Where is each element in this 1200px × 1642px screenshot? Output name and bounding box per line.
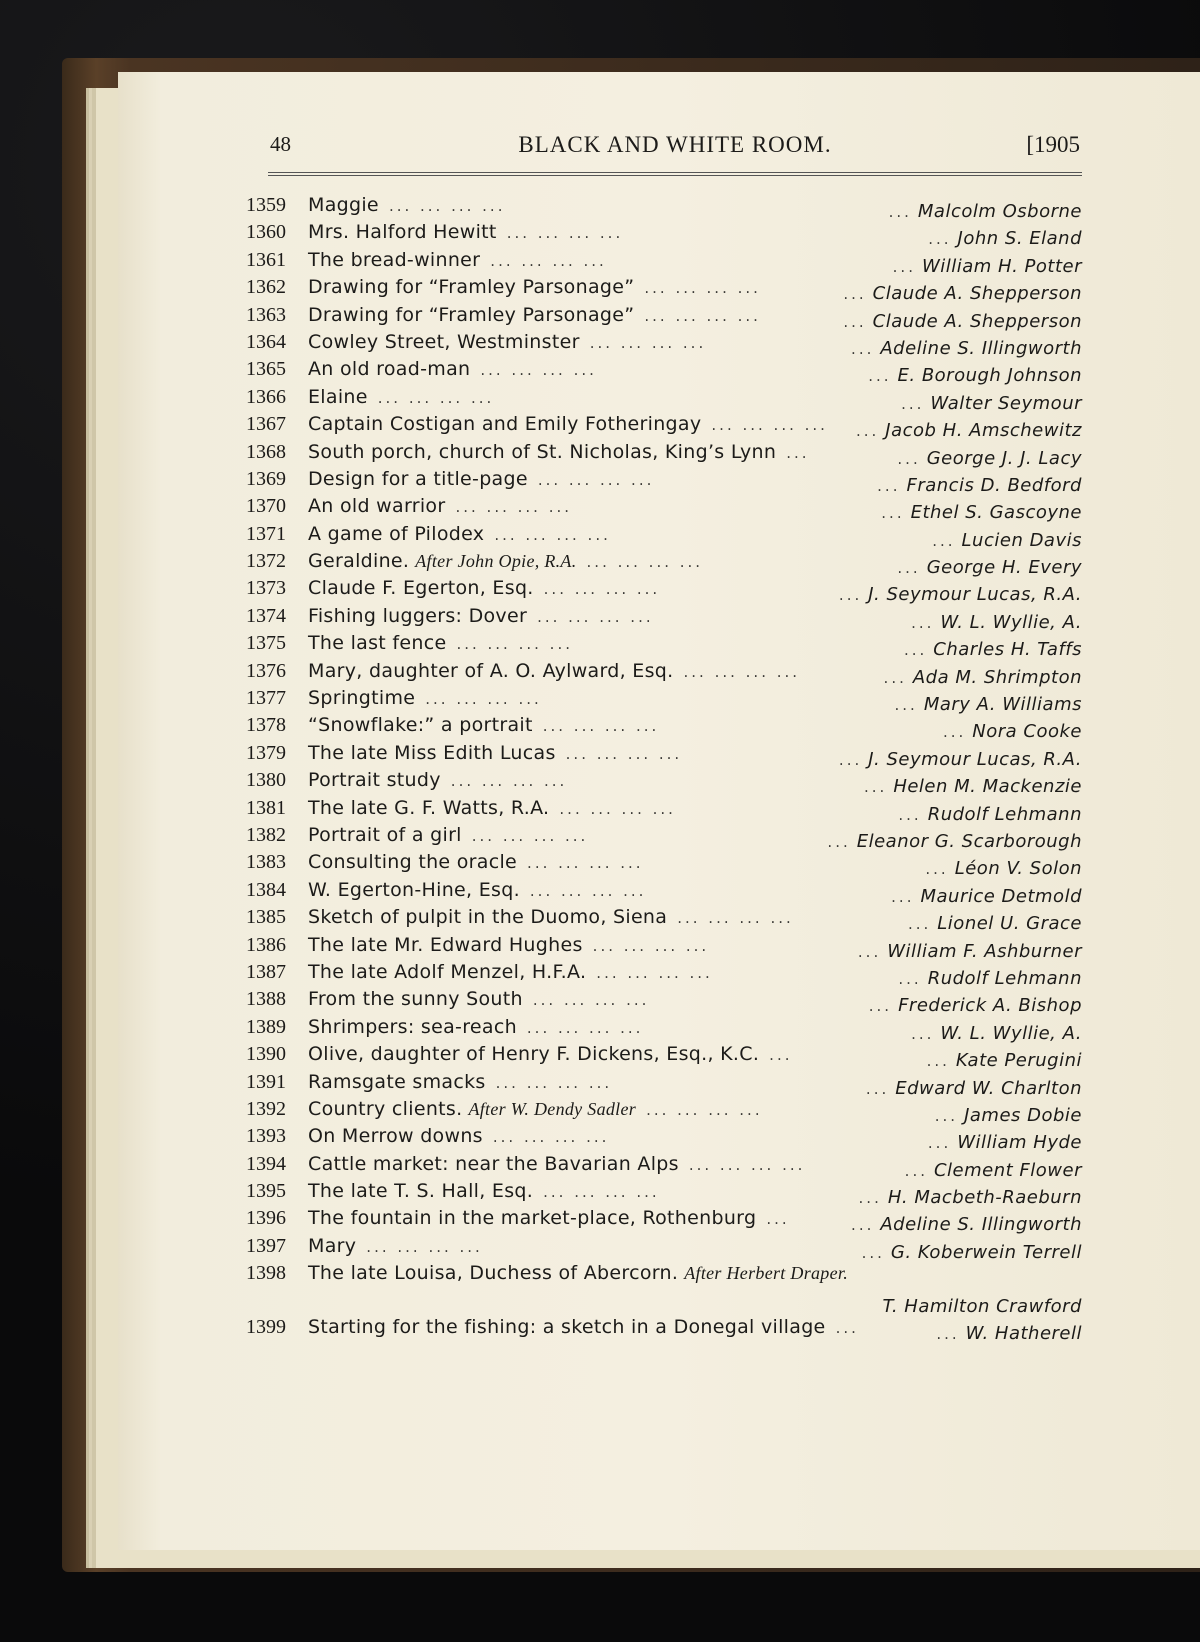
entry-number: 1378: [246, 714, 286, 737]
leader-dots: ... ... ... ...: [683, 662, 801, 681]
catalogue-entry: [246, 466, 1082, 496]
page-number: 48: [270, 132, 291, 156]
catalogue-entry: [246, 1178, 1082, 1209]
entry-title: [308, 904, 794, 932]
entry-artist-name: William F. Ashburner: [887, 940, 1082, 962]
entry-title: [308, 1314, 859, 1342]
entry-title-text: Mary, daughter of A. O. Aylward, Esq.: [308, 659, 674, 682]
entry-title: [308, 247, 607, 275]
leader-dots: ... ... ... ...: [537, 607, 654, 626]
catalogue-entry: [246, 493, 1082, 524]
catalogue-entry: [246, 1151, 1082, 1181]
entry-artist-name: John S. Eland: [957, 228, 1082, 250]
leader-dots: ...: [932, 531, 956, 550]
entry-title-text: Springtime: [308, 687, 416, 710]
entry-artist-name: Rudolf Lehmann: [927, 803, 1082, 825]
entry-title: [308, 685, 542, 713]
leader-dots: ...: [857, 942, 882, 961]
entry-number: 1384: [246, 878, 286, 901]
entry-title: [308, 1041, 792, 1069]
entry-title-text: Ramsgate smacks: [308, 1070, 486, 1093]
leader-dots: ...: [827, 832, 851, 851]
entry-title: [308, 1123, 609, 1151]
entry-title-text: South porch, church of St. Nicholas, King’s Lynn: [308, 440, 777, 463]
entry-title-text: Cattle market: near the Bavarian Alps: [308, 1152, 679, 1175]
leader-dots: ... ... ... ...: [592, 936, 710, 955]
leader-dots: ...: [861, 1243, 885, 1262]
entry-artist-name: George H. Every: [926, 557, 1082, 579]
leader-dots: ... ... ... ...: [529, 881, 647, 900]
leader-dots: ... ... ... ...: [542, 717, 660, 736]
entry-number: 1394: [246, 1152, 286, 1175]
entry-title-text: The fountain in the market-place, Rothenburg: [308, 1207, 757, 1230]
catalogue-entry: [246, 685, 1082, 716]
entry-title: [308, 1151, 805, 1179]
entry-title: [308, 986, 649, 1014]
entry-artist-name: George J. J. Lacy: [926, 447, 1082, 469]
catalogue-entry: [246, 302, 1082, 332]
leader-dots: ... ... ... ...: [425, 690, 542, 709]
entry-title-text: Country clients.: [308, 1097, 463, 1120]
entry-artist-name: Adeline S. Illingworth: [880, 1214, 1082, 1236]
leader-dots: ... ... ... ...: [506, 224, 624, 243]
leader-dots: ...: [925, 860, 949, 879]
leader-dots: ...: [892, 257, 916, 276]
entry-artist-name: Claude A. Shepperson: [872, 283, 1082, 305]
catalogue-entry: [246, 904, 1082, 935]
leader-dots: ... ... ... ...: [480, 361, 597, 380]
catalogue-entry: [246, 1314, 1082, 1345]
leader-dots: ... ... ... ...: [490, 251, 607, 270]
leader-dots: ... ... ... ...: [596, 963, 713, 982]
entry-number: 1391: [246, 1070, 286, 1093]
leader-dots: ...: [835, 1319, 859, 1338]
entry-number: 1372: [246, 550, 286, 573]
catalogue-entry: [246, 1260, 1082, 1318]
leader-dots: ...: [864, 778, 888, 797]
catalogue-entry: [246, 521, 1082, 551]
leader-dots: ...: [907, 915, 932, 934]
leader-dots: ...: [897, 559, 921, 578]
catalogue-entry: [246, 1123, 1082, 1154]
entry-title: [308, 1014, 643, 1042]
entry-number: 1359: [246, 194, 286, 216]
leader-dots: ...: [894, 696, 918, 715]
entry-title: [308, 493, 572, 521]
entry-title-text: The late Miss Edith Lucas: [308, 741, 556, 764]
catalogue-entry: [246, 329, 1082, 359]
catalogue-entry: [246, 1014, 1082, 1044]
catalogue-entry: [246, 575, 1082, 606]
entry-title: [308, 384, 494, 412]
leader-dots: ...: [928, 230, 952, 249]
entry-title: [308, 1233, 483, 1261]
leader-dots: ... ... ... ...: [526, 1018, 644, 1037]
leader-dots: ...: [786, 443, 810, 462]
entry-after-credit: After Herbert Draper.: [684, 1263, 849, 1284]
entry-number: 1392: [246, 1097, 286, 1120]
entry-title: [308, 329, 706, 357]
entry-title: [308, 740, 682, 768]
entry-title: [308, 575, 660, 603]
entry-artist-name: Clement Flower: [933, 1159, 1082, 1181]
entry-artist-name: James Dobie: [964, 1104, 1082, 1126]
book-page: [118, 72, 1200, 1550]
leader-dots: ...: [911, 613, 935, 632]
entry-number: 1395: [246, 1180, 286, 1203]
entry-title: [308, 712, 659, 740]
entry-artist-name: Eleanor G. Scarborough: [856, 830, 1082, 852]
entry-title-text: The late G. F. Watts, R.A.: [308, 796, 550, 819]
catalogue-entry: [246, 822, 1082, 852]
leader-dots: ...: [769, 1046, 793, 1065]
entry-artist-name: Kate Perugini: [955, 1050, 1082, 1072]
catalogue-entry: [246, 1041, 1082, 1072]
leader-dots: ...: [888, 203, 912, 221]
entry-title-text: Drawing for “Framley Parsonage”: [308, 276, 635, 299]
entry-title-text: On Merrow downs: [308, 1125, 483, 1148]
entry-number: 1390: [246, 1043, 286, 1066]
leader-dots: ...: [868, 367, 892, 386]
entry-number: 1387: [246, 960, 286, 983]
entry-title-text: W. Egerton-Hine, Esq.: [308, 878, 520, 901]
leader-dots: ... ... ... ...: [377, 388, 495, 407]
entry-number: 1380: [246, 769, 286, 792]
catalogue-entry: [246, 877, 1082, 907]
entry-number: 1367: [246, 413, 286, 436]
entry-artist: [936, 1320, 1082, 1348]
entry-artist-name: Rudolf Lehmann: [927, 967, 1082, 989]
entry-title: [308, 1205, 790, 1233]
entry-artist-name: Walter Seymour: [930, 392, 1082, 414]
leader-dots: ...: [865, 1079, 890, 1098]
leader-dots: ...: [891, 887, 915, 906]
entry-title-text: Shrimpers: sea-reach: [308, 1015, 517, 1038]
entry-number: 1375: [246, 632, 286, 655]
leader-dots: ... ... ... ...: [589, 333, 707, 352]
catalogue-entry: [246, 658, 1082, 688]
leader-dots: ... ... ... ...: [565, 744, 683, 763]
entry-number: 1364: [246, 330, 286, 353]
entry-artist-name: J. Seymour Lucas, R.A.: [868, 584, 1082, 606]
entry-number: 1366: [246, 385, 286, 408]
catalogue-entry: [246, 219, 1082, 250]
entry-title-text: Drawing for “Framley Parsonage”: [308, 303, 635, 326]
entry-title: [308, 1178, 660, 1206]
entry-number: 1368: [246, 440, 286, 463]
entry-title: [308, 932, 709, 960]
leader-dots: ... ... ... ...: [492, 1128, 610, 1147]
catalogue-entry: [246, 1096, 1082, 1126]
entry-artist-name: W. Hatherell: [965, 1323, 1082, 1345]
leader-dots: ...: [897, 449, 921, 468]
leader-dots: ... ... ... ...: [456, 635, 573, 654]
leader-dots: ...: [843, 312, 867, 331]
entry-title: [308, 603, 654, 631]
leader-dots: ... ... ... ...: [559, 799, 676, 818]
entry-number: 1376: [246, 659, 286, 682]
leader-dots: ...: [927, 1134, 952, 1153]
leader-dots: ... ... ... ...: [494, 525, 611, 544]
entry-number: 1396: [246, 1207, 286, 1230]
entry-number: 1369: [246, 467, 286, 490]
leader-dots: ... ... ... ...: [677, 909, 794, 928]
leader-dots: ... ... ... ...: [543, 580, 661, 599]
entry-artist-name: Adeline S. Illingworth: [880, 337, 1082, 359]
entry-after-credit: After W. Dendy Sadler: [468, 1098, 637, 1119]
leader-dots: ...: [855, 422, 880, 441]
entry-artist-name: W. L. Wyllie, A.: [940, 611, 1082, 633]
entry-artist-name: William Hyde: [957, 1132, 1082, 1154]
leader-dots: ...: [843, 285, 867, 304]
entry-artist-name: Jacob H. Amschewitz: [885, 420, 1082, 442]
entry-title-text: From the sunny South: [308, 988, 523, 1011]
entry-artist-name: Ethel S. Gascoyne: [910, 502, 1082, 524]
entry-artist-name: T. Hamilton Crawford: [882, 1296, 1082, 1318]
entry-artist-name: Helen M. Mackenzie: [893, 776, 1082, 798]
entry-title: [308, 274, 761, 302]
catalogue-entry: [246, 603, 1082, 633]
leader-dots: ...: [934, 1106, 959, 1125]
entry-title-text: Mary: [308, 1234, 357, 1257]
entry-title: [308, 219, 623, 247]
entry-artist-name: Mary A. Williams: [923, 694, 1082, 716]
entry-artist-name: Francis D. Bedford: [906, 474, 1082, 496]
entry-title: [308, 466, 654, 494]
entry-number: 1365: [246, 358, 286, 381]
catalogue-entry: [246, 712, 1082, 743]
entry-title-text: Maggie: [308, 194, 379, 216]
leader-dots: ... ... ... ...: [711, 416, 828, 435]
header-rule: [268, 172, 1082, 176]
leader-dots: ...: [838, 586, 863, 605]
leader-dots: ... ... ... ...: [644, 279, 761, 298]
leader-dots: ... ... ... ...: [646, 1100, 763, 1119]
entry-artist-name: Lucien Davis: [961, 529, 1082, 551]
entry-title-text: Portrait of a girl: [308, 823, 462, 846]
entry-title: [308, 849, 644, 877]
entry-after-credit: After John Opie, R.A.: [415, 551, 577, 572]
catalogue-entry: [246, 1069, 1082, 1099]
catalogue-entry: [246, 1205, 1082, 1236]
year-marker: [1905: [1026, 132, 1080, 157]
entry-title-text: An old warrior: [308, 495, 446, 518]
leader-dots: ... ... ... ...: [644, 306, 761, 325]
running-title: BLACK AND WHITE ROOM.: [518, 132, 832, 157]
entry-number: 1388: [246, 988, 286, 1011]
entry-title-text: Fishing luggers: Dover: [308, 604, 528, 627]
leader-dots: ...: [766, 1210, 790, 1229]
entry-artist-name: Edward W. Charlton: [895, 1077, 1082, 1099]
leader-dots: ... ... ... ...: [366, 1237, 483, 1256]
entry-artist-name: Léon V. Solon: [954, 858, 1082, 880]
entry-title-text: The late Louisa, Duchess of Abercorn.: [308, 1262, 679, 1285]
entry-artist-name: Maurice Detmold: [920, 885, 1082, 907]
leader-dots: ...: [851, 1216, 875, 1235]
entry-number: 1386: [246, 933, 286, 956]
entry-title-text: Olive, daughter of Henry F. Dickens, Esq., K.C.: [308, 1043, 760, 1066]
entry-title: [308, 356, 597, 384]
catalogue-entry: [246, 630, 1082, 661]
entry-title: [308, 521, 611, 549]
entry-title-text: Elaine: [308, 385, 368, 408]
leader-dots: ...: [911, 1024, 935, 1043]
entry-title-text: The late Adolf Menzel, H.F.A.: [308, 960, 587, 983]
leader-dots: ...: [877, 476, 901, 495]
entry-number: 1362: [246, 276, 286, 299]
leader-dots: ... ... ... ...: [532, 991, 650, 1010]
catalogue-entry: [246, 247, 1082, 277]
entry-number: 1374: [246, 604, 286, 627]
entry-title: [308, 411, 828, 439]
leader-dots: ... ... ... ...: [543, 1183, 660, 1202]
leader-dots: ...: [898, 805, 922, 824]
catalogue-entry: [246, 192, 1082, 222]
entry-title-text: Cowley Street, Westminster: [308, 330, 580, 353]
entry-artist-name: Lionel U. Grace: [937, 913, 1082, 935]
entry-artist-name: William H. Potter: [921, 255, 1082, 277]
catalogue-entry: [246, 356, 1082, 387]
leader-dots: ...: [901, 394, 925, 413]
entry-title-text: The late T. S. Hall, Esq.: [308, 1180, 534, 1203]
catalogue-list: [246, 192, 1082, 1345]
leader-dots: ...: [942, 723, 967, 742]
leader-dots: ...: [851, 339, 875, 358]
entry-title-text: Starting for the fishing: a sketch in a Donegal village: [308, 1316, 826, 1339]
entry-title: [308, 630, 573, 658]
entry-number: 1382: [246, 823, 286, 846]
entry-title: [308, 822, 588, 850]
entry-title: [308, 795, 676, 823]
leader-dots: ...: [881, 504, 905, 523]
entry-title-text: A game of Pilodex: [308, 522, 485, 545]
leader-dots: ... ... ... ...: [471, 826, 589, 845]
entry-title-text: Portrait study: [308, 769, 441, 792]
entry-artist-name: Frederick A. Bishop: [898, 995, 1082, 1017]
entry-artist-name: W. L. Wyllie, A.: [940, 1022, 1082, 1044]
entry-title: [308, 767, 567, 795]
entry-artist-name: Nora Cooke: [972, 721, 1082, 743]
entry-number: 1399: [246, 1316, 286, 1339]
catalogue-entry: [246, 439, 1082, 469]
leader-dots: ... ... ... ...: [527, 854, 644, 873]
catalogue-entry: [246, 959, 1082, 989]
entry-artist-name: Malcolm Osborne: [917, 201, 1082, 222]
entry-number: 1361: [246, 248, 286, 271]
entry-number: 1389: [246, 1015, 286, 1038]
entry-number: 1398: [246, 1262, 286, 1285]
entry-title: [308, 302, 761, 330]
catalogue-entry: [246, 740, 1082, 770]
leader-dots: ... ... ... ...: [388, 197, 506, 215]
entry-artist-name: E. Borough Johnson: [897, 365, 1082, 387]
leader-dots: ... ... ... ...: [450, 772, 568, 791]
entry-title: [308, 1096, 763, 1124]
leader-dots: ...: [904, 1161, 928, 1180]
entry-title-text: Captain Costigan and Emily Fotheringay: [308, 413, 702, 436]
leader-dots: ... ... ... ...: [586, 553, 704, 572]
entry-artist-name: Ada M. Shrimpton: [912, 666, 1082, 688]
entry-title-text: Sketch of pulpit in the Duomo, Siena: [308, 906, 668, 929]
catalogue-entry: [246, 274, 1082, 305]
leader-dots: ...: [838, 750, 863, 769]
entry-title: [308, 1069, 612, 1097]
entry-number: 1393: [246, 1125, 286, 1148]
entry-title-text: Consulting the oracle: [308, 851, 518, 874]
entry-number: 1381: [246, 796, 286, 819]
entry-number: 1397: [246, 1234, 286, 1257]
leader-dots: ...: [858, 1189, 882, 1208]
entry-artist-name: G. Koberwein Terrell: [890, 1241, 1082, 1263]
catalogue-entry: [246, 384, 1082, 414]
entry-title: [308, 959, 713, 987]
entry-title: [308, 192, 505, 220]
leader-dots: ...: [883, 668, 907, 687]
entry-artist-name: H. Macbeth-Raeburn: [887, 1187, 1082, 1209]
entry-number: 1371: [246, 522, 286, 545]
entry-number: 1370: [246, 495, 286, 518]
leader-dots: ...: [936, 1325, 960, 1344]
entry-title-text: Design for a title-page: [308, 467, 528, 490]
leader-dots: ...: [903, 641, 928, 660]
entry-artist-name: Claude A. Shepperson: [872, 310, 1082, 332]
catalogue-entry: [246, 767, 1082, 798]
entry-title: [308, 1260, 848, 1287]
page-header: [270, 132, 1080, 172]
entry-number: 1360: [246, 221, 286, 244]
catalogue-entry: [246, 795, 1082, 825]
entry-title: [308, 658, 800, 686]
entry-title: [308, 877, 646, 905]
entry-title: [308, 548, 703, 576]
entry-artist-name: J. Seymour Lucas, R.A.: [868, 748, 1082, 770]
leader-dots: ...: [868, 997, 893, 1016]
leader-dots: ...: [898, 969, 922, 988]
entry-number: 1377: [246, 687, 286, 710]
entry-number: 1383: [246, 851, 286, 874]
leader-dots: ...: [926, 1052, 950, 1071]
leader-dots: ... ... ... ...: [455, 498, 573, 517]
entry-title-text: An old road-man: [308, 358, 471, 381]
entry-number: 1379: [246, 741, 286, 764]
entry-number: 1363: [246, 303, 286, 326]
entry-title-text: The late Mr. Edward Hughes: [308, 933, 583, 956]
catalogue-entry: [246, 411, 1082, 442]
entry-artist-name: Charles H. Taffs: [933, 639, 1082, 661]
entry-title: [308, 439, 810, 467]
entry-title-text: The last fence: [308, 632, 447, 655]
leader-dots: ... ... ... ...: [495, 1073, 613, 1092]
catalogue-entry: [246, 1233, 1082, 1263]
entry-number: 1373: [246, 577, 286, 600]
entry-title-text: “Snowflake:” a portrait: [308, 714, 533, 737]
catalogue-entry: [246, 849, 1082, 880]
catalogue-entry: [246, 986, 1082, 1017]
leader-dots: ... ... ... ...: [688, 1155, 806, 1174]
entry-title-text: Geraldine.: [308, 550, 410, 573]
leader-dots: ... ... ... ...: [537, 470, 655, 489]
catalogue-entry: [246, 932, 1082, 962]
entry-title-text: Claude F. Egerton, Esq.: [308, 577, 534, 600]
entry-title-text: Mrs. Halford Hewitt: [308, 221, 497, 244]
entry-number: 1385: [246, 906, 286, 929]
catalogue-entry: [246, 548, 1082, 579]
entry-title-text: The bread-winner: [308, 248, 481, 271]
